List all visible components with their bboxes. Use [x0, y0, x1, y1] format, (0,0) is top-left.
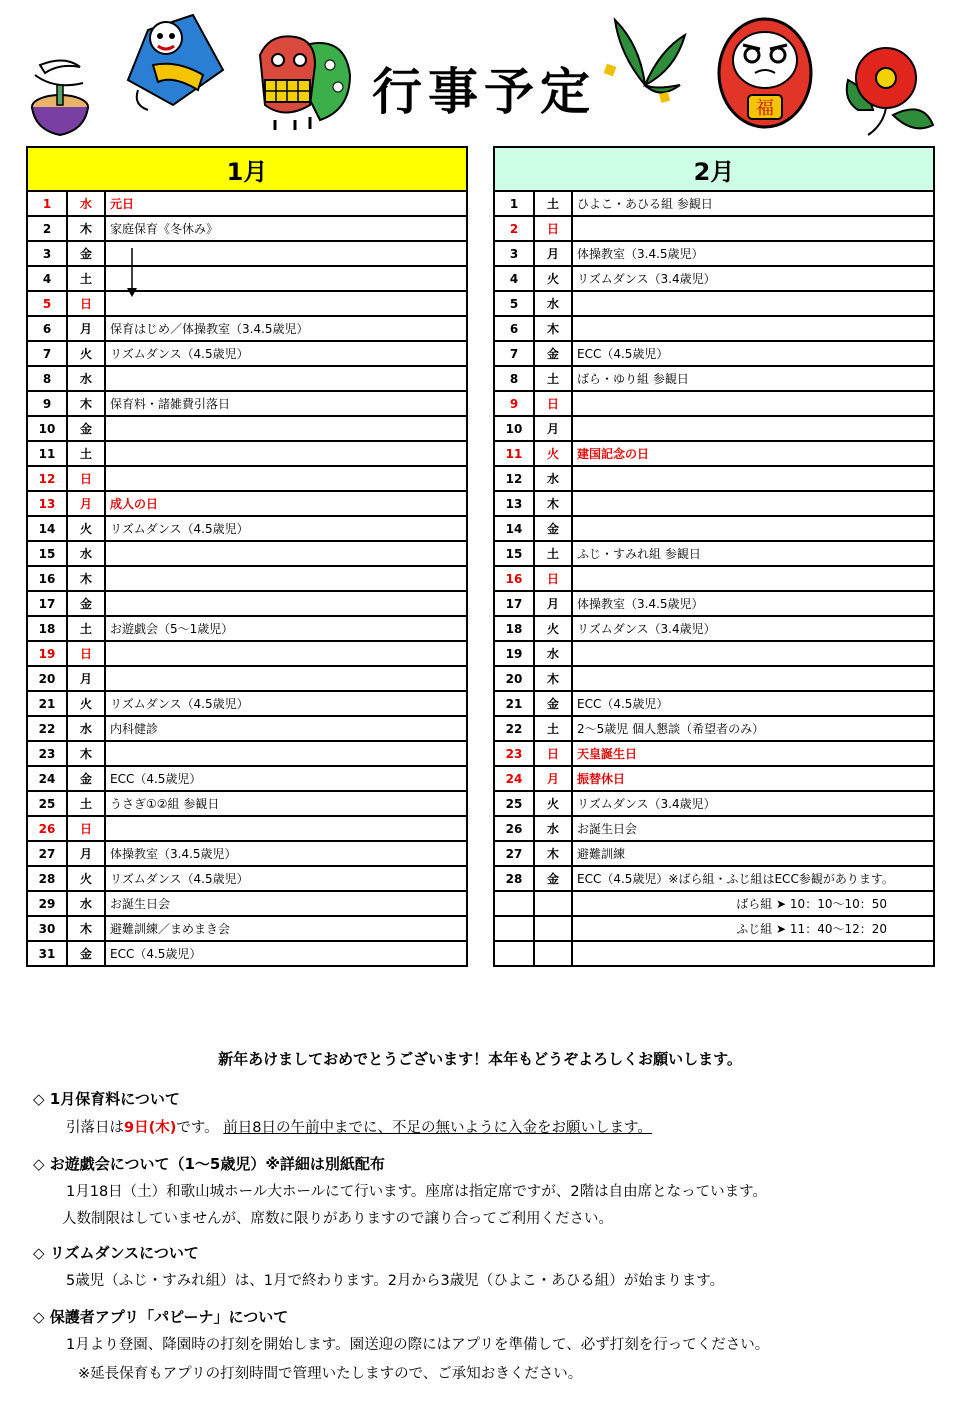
day-number: 6: [494, 316, 534, 341]
weekday: 日: [67, 641, 105, 666]
calendar-row: [27, 916, 467, 941]
february-calendar: [493, 146, 935, 967]
weekday: 火: [534, 441, 572, 466]
day-number: 11: [27, 441, 67, 466]
weekday: 水: [67, 716, 105, 741]
weekday: 金: [534, 691, 572, 716]
spinning-top-icon: [25, 55, 95, 140]
event: [105, 441, 467, 466]
event: [572, 666, 934, 691]
calendar-row: [494, 641, 934, 666]
recital-line-1: 1月18日（土）和歌山城ホール大ホールにて行います。座席は指定席ですが、2階は自由席となっています。: [66, 1184, 767, 1200]
event: [105, 591, 467, 616]
weekday: 木: [534, 841, 572, 866]
event: [105, 266, 467, 291]
day-number: 15: [494, 541, 534, 566]
calendar-row: [27, 366, 467, 391]
weekday: 土: [67, 266, 105, 291]
event: リズムダンス（4.5歳児）: [105, 516, 467, 541]
event: [105, 466, 467, 491]
calendar-row: [27, 841, 467, 866]
day-number: 27: [27, 841, 67, 866]
weekday: 水: [534, 816, 572, 841]
camellia-icon: [838, 40, 938, 140]
fee-mid: です。: [176, 1120, 219, 1136]
event: 2～5歳児 個人懇談（希望者のみ）: [572, 716, 934, 741]
calendar-row: [27, 191, 467, 216]
calendar-row: [27, 441, 467, 466]
day-number: [494, 891, 534, 916]
event: お遊戯会（5～1歳児）: [105, 616, 467, 641]
calendar-row: [27, 941, 467, 966]
event: リズムダンス（3.4歳児）: [572, 266, 934, 291]
day-number: 1: [494, 191, 534, 216]
weekday: 火: [534, 791, 572, 816]
dance-section-title: ◇ リズムダンスについて: [33, 1244, 199, 1262]
weekday: [534, 941, 572, 966]
weekday: 金: [534, 516, 572, 541]
event: [572, 391, 934, 416]
calendar-row: [494, 416, 934, 441]
daruma-label: 福: [756, 98, 774, 119]
weekday: 月: [534, 416, 572, 441]
calendar-row: [27, 766, 467, 791]
day-number: 6: [27, 316, 67, 341]
calendar-row: [27, 666, 467, 691]
day-number: 23: [494, 741, 534, 766]
calendar-row: [494, 441, 934, 466]
lion-dance-icon: [250, 25, 355, 135]
event: 建国記念の日: [572, 441, 934, 466]
day-number: 18: [27, 616, 67, 641]
event: 成人の日: [105, 491, 467, 516]
day-number: 16: [494, 566, 534, 591]
calendar-row: [27, 691, 467, 716]
calendar-row-empty: [494, 941, 934, 966]
weekday: 木: [534, 316, 572, 341]
calendar-row: [494, 366, 934, 391]
event: 体操教室（3.4.5歳児）: [572, 591, 934, 616]
fee-line: [66, 1116, 652, 1137]
calendar-row: [494, 741, 934, 766]
day-number: 30: [27, 916, 67, 941]
weekday: 月: [67, 316, 105, 341]
event: 避難訓練／まめまき会: [105, 916, 467, 941]
page-title: 行事予定: [372, 63, 596, 121]
calendar-row: [27, 541, 467, 566]
weekday: 木: [534, 666, 572, 691]
day-number: 21: [27, 691, 67, 716]
event: [105, 816, 467, 841]
day-number: 2: [494, 216, 534, 241]
weekday: 火: [67, 341, 105, 366]
event: [105, 641, 467, 666]
day-number: 13: [494, 491, 534, 516]
calendar-row: [27, 391, 467, 416]
calendar-row: [27, 566, 467, 591]
calendar-row: [27, 641, 467, 666]
day-number: 29: [27, 891, 67, 916]
weekday: 火: [67, 691, 105, 716]
day-number: 22: [494, 716, 534, 741]
calendar-row: [494, 291, 934, 316]
calendar-row-empty: [494, 891, 934, 916]
weekday: 土: [534, 716, 572, 741]
weekday: 日: [67, 466, 105, 491]
event: 天皇誕生日: [572, 741, 934, 766]
event: [572, 216, 934, 241]
calendar-row: [27, 341, 467, 366]
weekday: 水: [534, 641, 572, 666]
event: リズムダンス（4.5歳児）: [105, 866, 467, 891]
calendar-row: [494, 766, 934, 791]
event: お誕生日会: [572, 816, 934, 841]
day-number: 17: [27, 591, 67, 616]
day-number: 7: [494, 341, 534, 366]
calendar-row: [494, 591, 934, 616]
day-number: 14: [27, 516, 67, 541]
calendar-row: [27, 891, 467, 916]
fee-date: 9日(木): [124, 1120, 177, 1136]
weekday: 土: [67, 791, 105, 816]
calendar-row: [27, 291, 467, 316]
day-number: 8: [494, 366, 534, 391]
weekday: 水: [67, 191, 105, 216]
weekday: 金: [67, 766, 105, 791]
bamboo-leaf-icon: [600, 15, 690, 105]
event: リズムダンス（3.4歳児）: [572, 791, 934, 816]
day-number: 13: [27, 491, 67, 516]
weekday: 日: [534, 741, 572, 766]
weekday: 金: [67, 241, 105, 266]
january-calendar: [26, 146, 468, 967]
day-number: 25: [27, 791, 67, 816]
weekday: 月: [534, 766, 572, 791]
recital-line-2: 人数制限はしていませんが、席数に限りがありますので譲り合ってご利用ください。: [62, 1211, 613, 1227]
calendar-row: [494, 566, 934, 591]
weekday: 金: [67, 416, 105, 441]
fee-section-title: ◇ 1月保育料について: [33, 1090, 180, 1108]
calendar-row: [494, 541, 934, 566]
event: [105, 416, 467, 441]
event: [572, 941, 934, 966]
calendar-row: [27, 491, 467, 516]
weekday: 木: [67, 566, 105, 591]
weekday: 土: [67, 441, 105, 466]
kite-icon: [118, 10, 228, 125]
calendar-row: [494, 691, 934, 716]
calendar-row: [27, 416, 467, 441]
calendar-row: [27, 716, 467, 741]
day-number: 2: [27, 216, 67, 241]
calendar-row: [27, 466, 467, 491]
app-line-1: 1月より登園、降園時の打刻を開始します。園送迎の際にはアプリを準備して、必ず打刻を行ってください。: [66, 1337, 770, 1353]
weekday: 木: [67, 216, 105, 241]
day-number: 28: [27, 866, 67, 891]
event: [105, 241, 467, 266]
day-number: 25: [494, 791, 534, 816]
weekday: 日: [534, 566, 572, 591]
header: [0, 0, 960, 145]
weekday: 木: [67, 741, 105, 766]
event: ECC（4.5歳児）: [105, 941, 467, 966]
day-number: 19: [27, 641, 67, 666]
event: ECC（4.5歳児）: [572, 691, 934, 716]
event: [572, 641, 934, 666]
weekday: 土: [534, 191, 572, 216]
weekday: 水: [67, 366, 105, 391]
weekday: 水: [67, 891, 105, 916]
day-number: 12: [494, 466, 534, 491]
event: [105, 541, 467, 566]
calendar-row: [27, 741, 467, 766]
day-number: 16: [27, 566, 67, 591]
day-number: 23: [27, 741, 67, 766]
event: ひよこ・あひる組 参観日: [572, 191, 934, 216]
day-number: 11: [494, 441, 534, 466]
event: 内科健診: [105, 716, 467, 741]
weekday: 月: [534, 241, 572, 266]
day-number: 1: [27, 191, 67, 216]
calendar-row: [27, 866, 467, 891]
calendar-row: [494, 716, 934, 741]
event: ばら・ゆり組 参観日: [572, 366, 934, 391]
event: ECC（4.5歳児）: [105, 766, 467, 791]
day-number: 20: [494, 666, 534, 691]
ecc-schedule-note: ふじ組 ➤ 11：40～12：20: [572, 916, 934, 941]
calendar-row: [494, 391, 934, 416]
weekday: [534, 891, 572, 916]
day-number: 3: [27, 241, 67, 266]
event: [105, 566, 467, 591]
weekday: 月: [67, 841, 105, 866]
weekday: 水: [67, 541, 105, 566]
day-number: 26: [27, 816, 67, 841]
weekday: 木: [534, 491, 572, 516]
weekday: 金: [534, 341, 572, 366]
january-header: 1月: [27, 147, 467, 191]
event: ふじ・すみれ組 参観日: [572, 541, 934, 566]
event: リズムダンス（3.4歳児）: [572, 616, 934, 641]
day-number: 5: [494, 291, 534, 316]
recital-section-title: ◇ お遊戯会について（1～5歳児）※詳細は別紙配布: [33, 1155, 385, 1173]
day-number: 24: [27, 766, 67, 791]
day-number: 4: [27, 266, 67, 291]
event: [572, 566, 934, 591]
calendar-row: [27, 816, 467, 841]
day-number: 31: [27, 941, 67, 966]
calendar-row: [27, 791, 467, 816]
calendar-row: [494, 191, 934, 216]
day-number: 5: [27, 291, 67, 316]
weekday: 木: [67, 391, 105, 416]
event: [572, 491, 934, 516]
event: [572, 316, 934, 341]
day-number: 17: [494, 591, 534, 616]
weekday: 火: [534, 266, 572, 291]
weekday: 水: [534, 466, 572, 491]
weekday: [534, 916, 572, 941]
event: 保育はじめ／体操教室（3.4.5歳児）: [105, 316, 467, 341]
calendar-row: [27, 591, 467, 616]
weekday: 金: [67, 591, 105, 616]
event: リズムダンス（4.5歳児）: [105, 691, 467, 716]
calendar-row: [494, 866, 934, 891]
event: [105, 291, 467, 316]
event: 元日: [105, 191, 467, 216]
calendar-row: [494, 616, 934, 641]
dance-line-1: 5歳児（ふじ・すみれ組）は、1月で終わります。2月から3歳児（ひよこ・あひる組）が始まります。: [66, 1273, 725, 1289]
day-number: 14: [494, 516, 534, 541]
calendar-row: [494, 841, 934, 866]
event: 保育料・諸雑費引落日: [105, 391, 467, 416]
ecc-schedule-note: ばら組 ➤ 10：10～10：50: [572, 891, 934, 916]
day-number: 12: [27, 466, 67, 491]
day-number: 8: [27, 366, 67, 391]
weekday: 月: [67, 491, 105, 516]
event: [105, 741, 467, 766]
calendar-row-empty: [494, 916, 934, 941]
calendar-row: [27, 241, 467, 266]
event: ECC（4.5歳児）※ばら組・ふじ組はECC参観があります。: [572, 866, 934, 891]
app-line-2: ※延長保育もアプリの打刻時間で管理いたしますので、ご承知おきください。: [78, 1366, 583, 1382]
day-number: 4: [494, 266, 534, 291]
day-number: 3: [494, 241, 534, 266]
day-number: 28: [494, 866, 534, 891]
day-number: 21: [494, 691, 534, 716]
february-header: 2月: [494, 147, 934, 191]
day-number: 9: [494, 391, 534, 416]
day-number: 20: [27, 666, 67, 691]
event: [572, 416, 934, 441]
weekday: 日: [534, 391, 572, 416]
event: [105, 666, 467, 691]
day-number: 7: [27, 341, 67, 366]
event: [572, 516, 934, 541]
day-number: 9: [27, 391, 67, 416]
event: 体操教室（3.4.5歳児）: [105, 841, 467, 866]
event: リズムダンス（4.5歳児）: [105, 341, 467, 366]
calendar-row: [494, 491, 934, 516]
event: うさぎ①②組 参観日: [105, 791, 467, 816]
weekday: 月: [534, 591, 572, 616]
weekday: 金: [534, 866, 572, 891]
calendar-row: [27, 266, 467, 291]
event: 振替休日: [572, 766, 934, 791]
day-number: 15: [27, 541, 67, 566]
calendar-row: [494, 466, 934, 491]
greeting-message: 新年あけましておめでとうございます！本年もどうぞよろしくお願いします。: [218, 1050, 742, 1068]
day-number: 27: [494, 841, 534, 866]
day-number: 19: [494, 641, 534, 666]
calendar-row: [494, 816, 934, 841]
day-number: [494, 916, 534, 941]
calendar-row: [27, 216, 467, 241]
weekday: 土: [534, 366, 572, 391]
weekday: 土: [534, 541, 572, 566]
weekday: 火: [67, 516, 105, 541]
fee-pre: 引落日は: [66, 1120, 124, 1136]
day-number: 24: [494, 766, 534, 791]
arrow-down-icon: [126, 248, 138, 298]
day-number: 10: [494, 416, 534, 441]
day-number: 18: [494, 616, 534, 641]
event: [572, 291, 934, 316]
weekday: 日: [67, 291, 105, 316]
event: [105, 366, 467, 391]
calendar-row: [494, 216, 934, 241]
fee-deadline: 前日8日の午前中までに、不足の無いように入金をお願いします。: [223, 1120, 652, 1136]
weekday: 金: [67, 941, 105, 966]
event: お誕生日会: [105, 891, 467, 916]
event: ECC（4.5歳児）: [572, 341, 934, 366]
calendar-row: [27, 516, 467, 541]
calendar-row: [494, 316, 934, 341]
calendar-row: [27, 616, 467, 641]
calendar-row: [494, 791, 934, 816]
weekday: 月: [67, 666, 105, 691]
weekday: 水: [534, 291, 572, 316]
day-number: 26: [494, 816, 534, 841]
daruma-icon: [715, 15, 815, 130]
event: 家庭保育《冬休み》: [105, 216, 467, 241]
weekday: 火: [67, 866, 105, 891]
calendar-row: [494, 341, 934, 366]
day-number: 22: [27, 716, 67, 741]
calendar-row: [494, 266, 934, 291]
weekday: 火: [534, 616, 572, 641]
day-number: 10: [27, 416, 67, 441]
event: 体操教室（3.4.5歳児）: [572, 241, 934, 266]
weekday: 木: [67, 916, 105, 941]
day-number: [494, 941, 534, 966]
event: [572, 466, 934, 491]
calendar-row: [494, 666, 934, 691]
weekday: 日: [534, 216, 572, 241]
app-section-title: ◇ 保護者アプリ「パピーナ」について: [33, 1308, 289, 1326]
weekday: 日: [67, 816, 105, 841]
weekday: 土: [67, 616, 105, 641]
calendar-row: [494, 516, 934, 541]
calendar-row: [494, 241, 934, 266]
calendar-row: [27, 316, 467, 341]
event: 避難訓練: [572, 841, 934, 866]
